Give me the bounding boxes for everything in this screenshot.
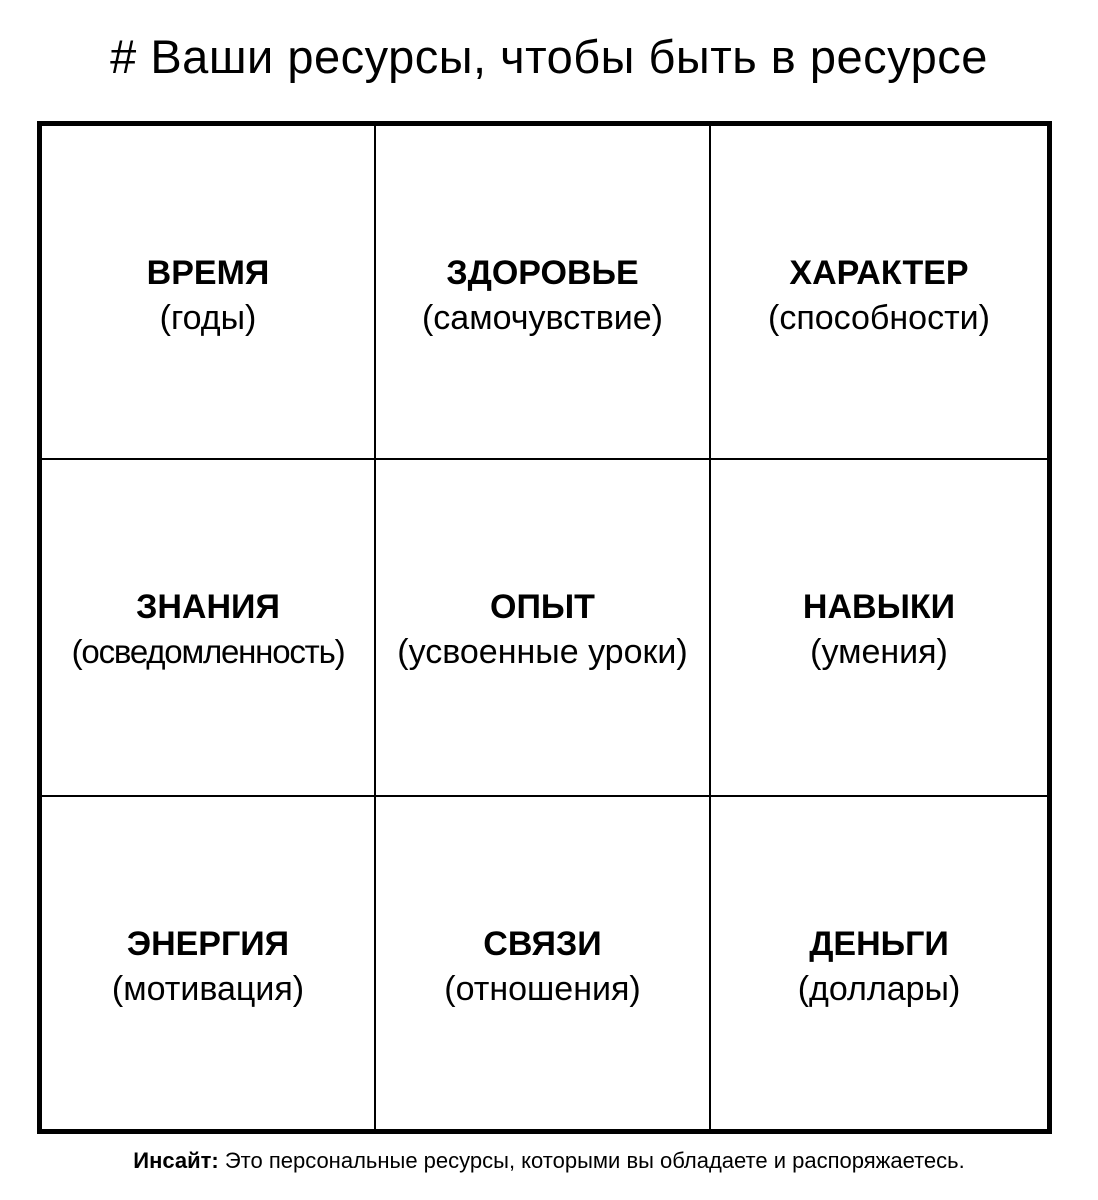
resource-label: ОПЫТ	[490, 588, 595, 626]
resource-label: ДЕНЬГИ	[809, 925, 949, 963]
resource-description: (годы)	[159, 299, 257, 337]
resource-cell-skills	[711, 460, 1047, 797]
insight-label: Инсайт:	[133, 1148, 219, 1173]
resource-label: СВЯЗИ	[483, 925, 602, 963]
resource-grid	[37, 121, 1052, 1134]
resource-description: (умения)	[810, 633, 948, 671]
resource-label: ЗНАНИЯ	[136, 588, 280, 626]
resource-label: ВРЕМЯ	[146, 254, 270, 292]
resource-description: (осведомленность)	[71, 633, 345, 670]
resource-label: НАВЫКИ	[802, 588, 956, 626]
resource-description: (мотивация)	[111, 970, 305, 1008]
resource-label: ЗДОРОВЬЕ	[446, 254, 639, 292]
insight-text: Это персональные ресурсы, которыми вы обладаете и распоряжаетесь.	[218, 1148, 965, 1173]
resource-cell-character	[711, 126, 1047, 460]
resource-cell-health	[376, 126, 711, 460]
resource-cell-time	[42, 126, 376, 460]
resource-description: (самочувствие)	[421, 299, 664, 337]
resource-description: (усвоенные уроки)	[397, 633, 688, 671]
resource-label: ЭНЕРГИЯ	[126, 925, 290, 963]
resource-cell-knowledge	[42, 460, 376, 797]
resource-cell-energy	[42, 797, 376, 1134]
resource-description: (отношения)	[444, 970, 641, 1008]
resource-cell-experience	[376, 460, 711, 797]
resource-cell-money	[711, 797, 1047, 1134]
resource-label: ХАРАКТЕР	[789, 254, 969, 292]
insight-footer	[0, 1145, 1098, 1177]
page-title: # Ваши ресурсы, чтобы быть в ресурсе	[110, 30, 988, 83]
resource-description: (доллары)	[797, 970, 961, 1008]
resource-cell-connections	[376, 797, 711, 1134]
resource-description: (способности)	[768, 299, 990, 337]
